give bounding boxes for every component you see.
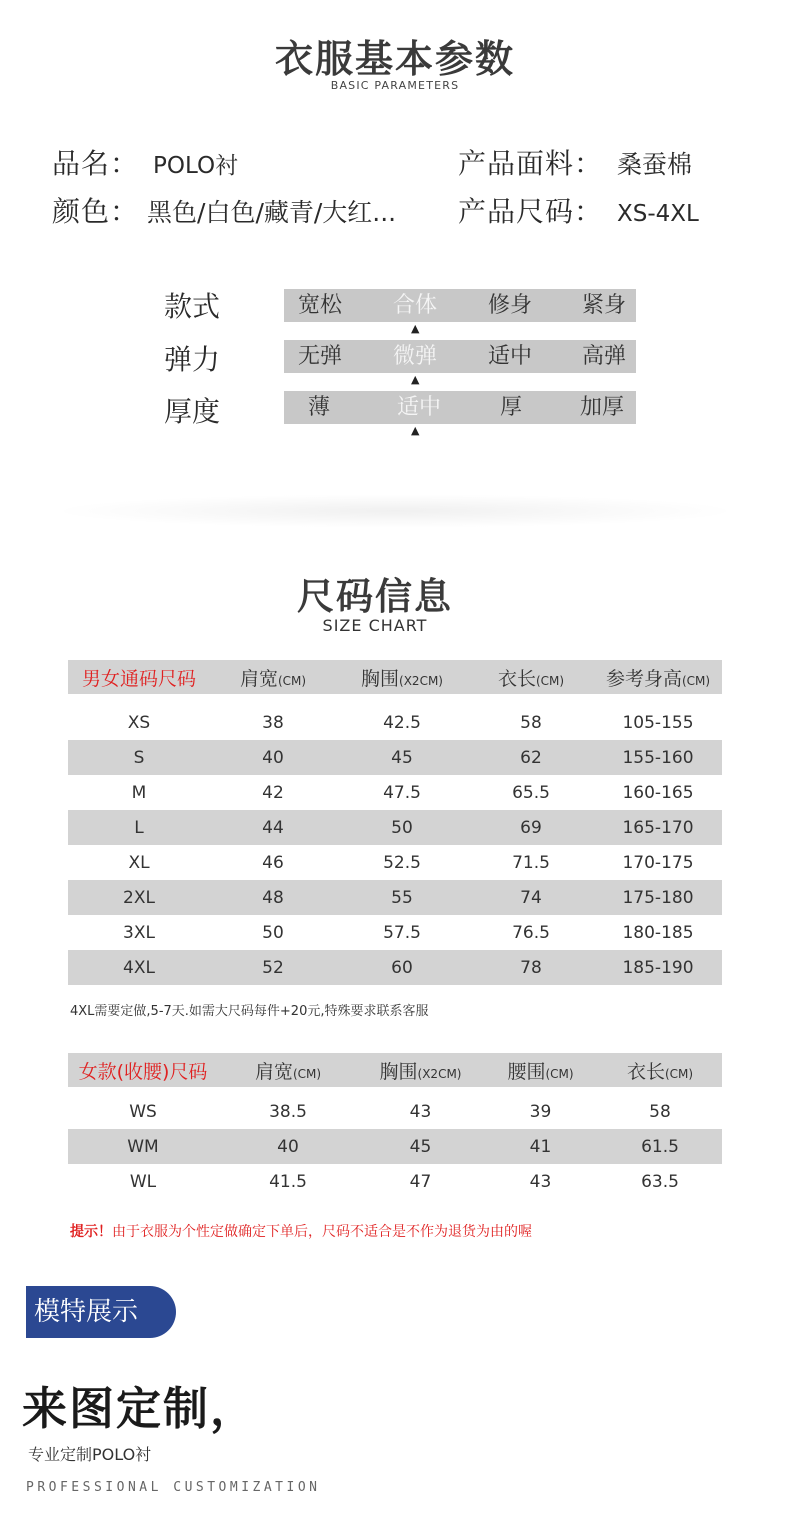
women-header-shoulder: 肩宽(CM): [218, 1053, 358, 1087]
attr-style-scale: [284, 289, 636, 322]
table-row: 2XL 48 55 74 175-180: [68, 880, 722, 915]
param-color-value: 黑色/白色/藏青/大红...: [147, 198, 397, 227]
attr-thickness-option-selected: 适中: [396, 395, 441, 420]
param-size-value: XS-4XL: [617, 201, 699, 227]
param-color: [52, 190, 396, 230]
attr-elasticity-option: 高弹: [581, 344, 626, 369]
custom-english-caption: PROFESSIONAL CUSTOMIZATION: [26, 1480, 321, 1495]
women-size-table: [68, 1053, 722, 1199]
women-header-waist: 腰围(CM): [483, 1053, 598, 1087]
section-divider: [0, 478, 790, 538]
model-showcase-tag: 模特展示: [26, 1286, 176, 1338]
size-tip: [70, 1221, 532, 1241]
attr-elasticity-scale: [284, 340, 636, 373]
women-header-length: 衣长(CM): [598, 1053, 722, 1087]
table-row: XL 46 52.5 71.5 170-175: [128, 852, 694, 873]
attr-style-label: 款式: [164, 290, 221, 323]
basic-params-title: 衣服基本参数: [274, 37, 515, 81]
women-size-header: [68, 1053, 722, 1087]
table-row: XS 38 42.5 58 105-155: [127, 712, 694, 733]
size-tip-lead: 提示！: [70, 1224, 112, 1240]
attr-thickness-marker-icon: ▲: [411, 424, 420, 437]
attr-style-option: 宽松: [297, 293, 342, 318]
table-row: 3XL 50 57.5 76.5 180-185: [123, 922, 694, 943]
attr-style-option-selected: 合体: [392, 293, 437, 318]
size-tip-text: 由于衣服为个性定做确定下单后，尺码不适合是不作为退货为由的喔: [112, 1224, 532, 1240]
table-row: S 40 45 62 155-160: [68, 740, 722, 775]
param-material-value: 桑蚕棉: [617, 150, 693, 179]
size-chart-subtitle: SIZE CHART: [322, 616, 428, 635]
param-size-label: 产品尺码：: [458, 195, 604, 228]
attr-thickness-scale: [284, 391, 636, 424]
size-note: 4XL需要定做,5-7天.如需大尺码每件+20元,特殊要求联系客服: [70, 1004, 429, 1019]
attr-elasticity-marker-icon: ▲: [411, 373, 420, 386]
table-row: M 42 47.5 65.5 160-165: [131, 782, 694, 803]
param-color-label: 颜色：: [52, 195, 140, 228]
attr-thickness-option: 薄: [307, 395, 330, 420]
table-row: 4XL 52 60 78 185-190: [68, 950, 722, 985]
unisex-header-chest: 胸围(X2CM): [336, 660, 468, 694]
unisex-header-size: 男女通码尺码: [68, 660, 210, 694]
table-row: WM 40 45 41 61.5: [68, 1129, 722, 1164]
param-size: [458, 190, 699, 230]
attr-elasticity-option-selected: 微弹: [392, 344, 437, 369]
unisex-size-header: [68, 660, 722, 694]
attr-elasticity-option: 无弹: [297, 344, 342, 369]
custom-heading: 来图定制，: [22, 1382, 258, 1435]
basic-params-subtitle: BASIC PARAMETERS: [330, 79, 460, 92]
unisex-size-table: [68, 660, 722, 985]
attr-style-option: 紧身: [581, 293, 626, 318]
param-name-value: POLO衬: [153, 153, 239, 179]
unisex-header-height: 参考身高(CM): [594, 660, 722, 694]
attr-elasticity-label: 弹力: [164, 343, 221, 376]
param-name-label: 品名：: [52, 147, 140, 180]
table-row: WS 38.5 43 39 58: [129, 1101, 671, 1122]
women-header-chest: 胸围(X2CM): [358, 1053, 483, 1087]
attr-thickness-label: 厚度: [164, 395, 221, 428]
attr-thickness-option: 加厚: [579, 395, 624, 420]
attr-style-marker-icon: ▲: [411, 322, 420, 335]
table-row: L 44 50 69 165-170: [68, 810, 722, 845]
custom-subheading: 专业定制POLO衬: [28, 1445, 152, 1464]
param-name: [52, 142, 238, 182]
param-material-label: 产品面料：: [458, 147, 604, 180]
unisex-header-length: 衣长(CM): [468, 660, 594, 694]
param-material: [458, 142, 692, 182]
attr-style-option: 修身: [487, 293, 532, 318]
size-chart-title: 尺码信息: [297, 575, 453, 618]
unisex-header-shoulder: 肩宽(CM): [210, 660, 336, 694]
attr-elasticity-option: 适中: [487, 344, 532, 369]
women-header-size: 女款(收腰)尺码: [68, 1053, 218, 1087]
attr-thickness-option: 厚: [499, 395, 522, 420]
table-row: WL 41.5 47 43 63.5: [129, 1171, 679, 1192]
